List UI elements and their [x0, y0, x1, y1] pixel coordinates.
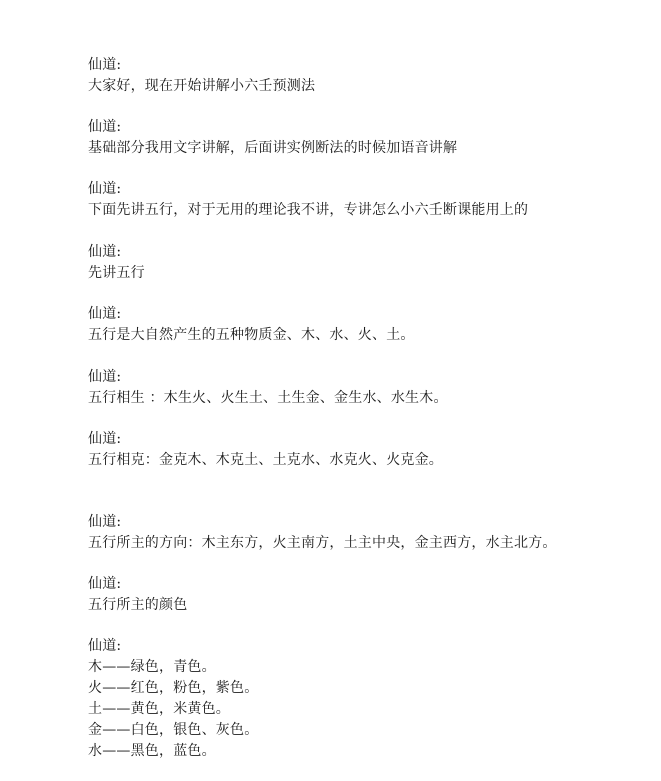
- message-text: 五行所主的颜色: [88, 597, 188, 613]
- color-list-item-earth: 土——黄色，米黄色。: [88, 701, 230, 717]
- message-text: 五行相克：金克木、木克土、土克水、水克火、火克金。: [88, 452, 443, 468]
- message-text: 五行是大自然产生的五种物质金、木、水、火、土。: [88, 327, 415, 343]
- speaker-label: 仙道:: [88, 638, 122, 654]
- speaker-label: 仙道:: [88, 119, 122, 135]
- message-text: 五行所主的方向：木主东方，火主南方，土主中央，金主西方，水主北方。: [88, 535, 557, 551]
- color-list-item-water: 水——黑色，蓝色。: [88, 743, 216, 759]
- speaker-label: 仙道:: [88, 57, 122, 73]
- speaker-label: 仙道:: [88, 181, 122, 197]
- color-list-item-fire: 火——红色，粉色，紫色。: [88, 680, 259, 696]
- message-text: 五行相生 ：木生火、火生土、土生金、金生水、水生木。: [88, 390, 448, 406]
- speaker-label: 仙道:: [88, 369, 122, 385]
- speaker-label: 仙道:: [88, 576, 122, 592]
- speaker-label: 仙道:: [88, 514, 122, 530]
- message-text: 基础部分我用文字讲解，后面讲实例断法的时候加语音讲解: [88, 140, 458, 156]
- color-list-item-metal: 金——白色，银色、灰色。: [88, 722, 259, 738]
- color-list-item-wood: 木——绿色，青色。: [88, 659, 216, 675]
- speaker-label: 仙道:: [88, 431, 122, 447]
- message-text: 先讲五行: [88, 265, 145, 281]
- speaker-label: 仙道:: [88, 244, 122, 260]
- speaker-label: 仙道:: [88, 306, 122, 322]
- message-text: 下面先讲五行，对于无用的理论我不讲，专讲怎么小六壬断课能用上的: [88, 202, 529, 218]
- message-text: 大家好，现在开始讲解小六壬预测法: [88, 78, 316, 94]
